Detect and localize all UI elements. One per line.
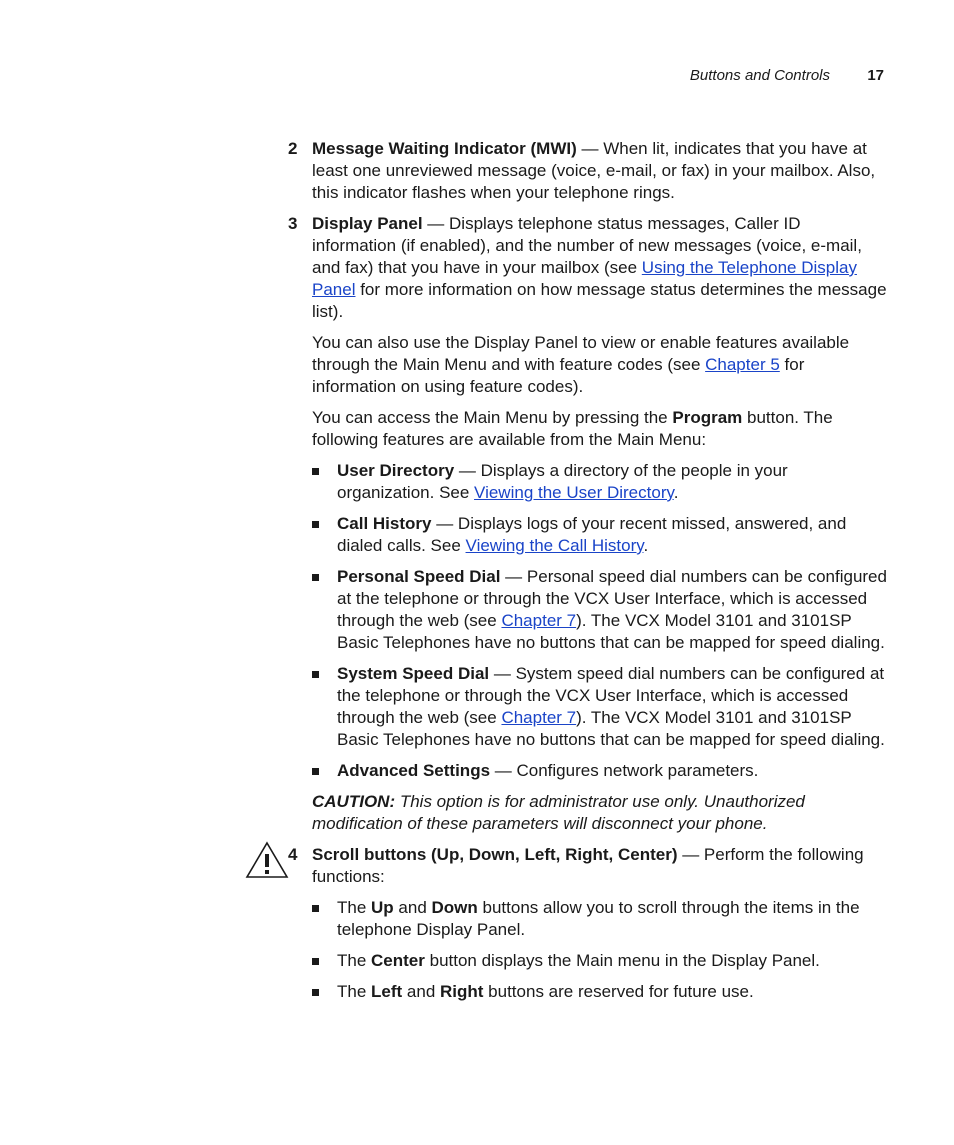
paragraph-text: You can access the Main Menu by pressing the <box>312 408 673 427</box>
item-mwi <box>288 138 888 204</box>
caution-label: CAUTION: <box>312 792 396 811</box>
up-button-label: Up <box>371 898 394 917</box>
bullet-text: ). The VCX Model 3101 and 3101SP Basic Telephones have no buttons that can be mapped for speed dialing. <box>337 611 885 652</box>
bullet-title: Advanced Settings <box>337 761 491 780</box>
list-item <box>288 566 888 654</box>
bullet-text: — Configures network parameters. <box>490 761 759 780</box>
bullet-icon <box>312 768 319 775</box>
bullet-text: ). The VCX Model 3101 and 3101SP Basic Telephones have no buttons that can be mapped for speed dialing. <box>337 708 885 749</box>
list-item <box>288 950 888 972</box>
list-item <box>288 513 888 557</box>
bullet-icon <box>312 574 319 581</box>
main-content <box>288 138 888 1012</box>
bullet-icon <box>312 958 319 965</box>
item-text: — Perform the following functions: <box>312 845 864 886</box>
bullet-title: User Directory <box>337 461 455 480</box>
list-item <box>288 760 888 782</box>
bullet-text: — Displays logs of your recent missed, answered, and dialed calls. See <box>337 514 847 555</box>
item-number: 3 <box>288 214 298 233</box>
caution-text: This option is for administrator use only. Unauthorized modification of these parameters will disconnect your phone. <box>312 792 805 833</box>
item-title: Display Panel <box>312 214 423 233</box>
item-text: — Displays telephone status messages, Caller ID information (if enabled), and the number of new messages (voice, e-mail, and fax) that you have in your mailbox (see <box>312 214 862 277</box>
paragraph-text: You can also use the Display Panel to view or enable features available through the Main Menu and with feature codes (see <box>312 333 850 374</box>
caution-icon <box>244 840 290 880</box>
paragraph-text: for information on using feature codes). <box>312 355 805 396</box>
bullet-title: Call History <box>337 514 432 533</box>
bullet-text: . <box>643 536 649 555</box>
program-button-label: Program <box>672 408 743 427</box>
bullet-text: buttons allow you to scroll through the items in the telephone Display Panel. <box>337 898 860 939</box>
item-title: Scroll buttons (Up, Down, Left, Right, Center) <box>312 845 678 864</box>
list-item <box>288 897 888 941</box>
bullet-icon <box>312 521 319 528</box>
item-number: 4 <box>288 845 298 864</box>
link-chapter-7[interactable]: Chapter 7 <box>501 708 577 727</box>
bullet-text: The <box>337 898 372 917</box>
item-number: 2 <box>288 139 298 158</box>
bullet-title: Personal Speed Dial <box>337 567 501 586</box>
item-display-panel <box>288 213 888 451</box>
link-viewing-user-directory[interactable]: Viewing the User Directory <box>474 483 674 502</box>
bullet-text: and <box>393 898 432 917</box>
right-button-label: Right <box>440 982 484 1001</box>
list-item <box>288 663 888 751</box>
bullet-icon <box>312 671 319 678</box>
left-button-label: Left <box>371 982 403 1001</box>
bullet-text: The <box>337 982 372 1001</box>
link-viewing-call-history[interactable]: Viewing the Call History <box>465 536 644 555</box>
list-item <box>288 981 888 1003</box>
link-chapter-7[interactable]: Chapter 7 <box>501 611 577 630</box>
bullet-text: The <box>337 951 372 970</box>
item-scroll-buttons <box>288 844 888 888</box>
bullet-title: System Speed Dial <box>337 664 490 683</box>
bullet-text: buttons are reserved for future use. <box>483 982 754 1001</box>
bullet-text: — System speed dial numbers can be configured at the telephone or through the VCX User Interface, which is accessed through the web (see <box>337 664 885 727</box>
bullet-icon <box>312 989 319 996</box>
link-chapter-5[interactable]: Chapter 5 <box>705 355 780 374</box>
bullet-text: — Displays a directory of the people in your organization. See <box>337 461 788 502</box>
bullet-text: and <box>402 982 441 1001</box>
link-using-display-panel[interactable]: Using the Telephone Display Panel <box>312 258 857 299</box>
bullet-text: . <box>673 483 679 502</box>
center-button-label: Center <box>371 951 425 970</box>
item-text: for more information on how message status determines the message list). <box>312 280 887 321</box>
paragraph-text: button. The following features are available from the Main Menu: <box>312 408 833 449</box>
down-button-label: Down <box>431 898 478 917</box>
header-section-title: Buttons and Controls <box>689 67 830 84</box>
caution-note <box>288 791 888 835</box>
bullet-icon <box>312 468 319 475</box>
bullet-icon <box>312 905 319 912</box>
item-title: Message Waiting Indicator (MWI) <box>312 139 577 158</box>
page-number: 17 <box>867 67 884 84</box>
bullet-text: — Personal speed dial numbers can be configured at the telephone or through the VCX User Interface, which is accessed through the web (see <box>337 567 887 630</box>
item-text: — When lit, indicates that you have at least one unreviewed message (voice, e-mail, or fax) in your mailbox. Also, this indicator flashes when your telephone rings. <box>312 139 876 202</box>
bullet-text: button displays the Main menu in the Display Panel. <box>424 951 820 970</box>
list-item <box>288 460 888 504</box>
